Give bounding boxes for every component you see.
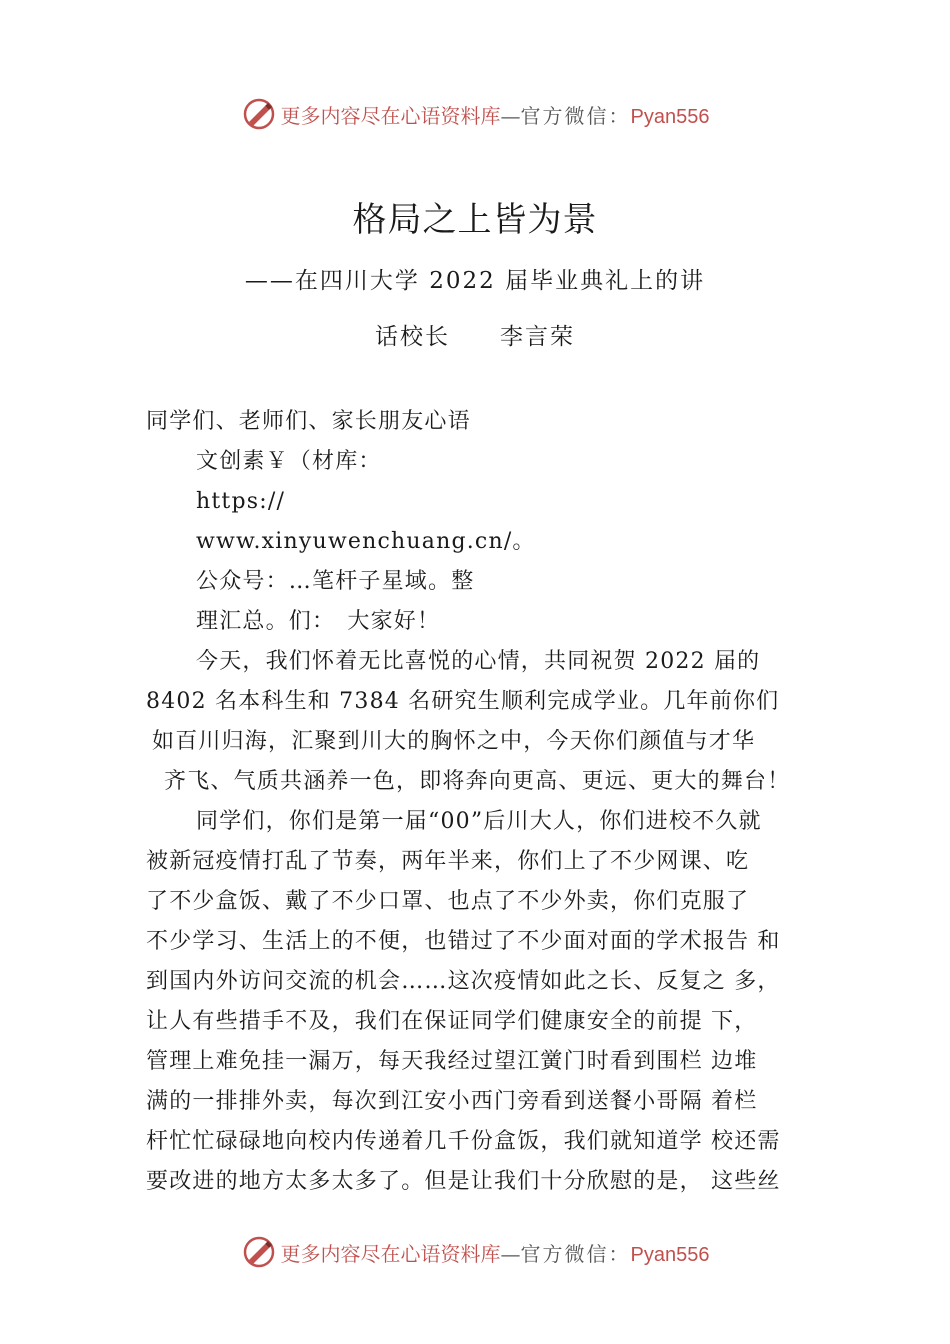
body-line: 今天，我们怀着无比喜悦的心情，共同祝贺 2022 届的 (196, 649, 761, 674)
body-line: 8402 名本科生和 7384 名研究生顺利完成学业。几年前你们 (146, 689, 780, 714)
body-line: 不少学习、生活上的不便，也错过了不少面对面的学术报告 和 (146, 929, 781, 954)
body-line: 到国内外访问交流的机会……这次疫情如此之长、反复之 多， (146, 969, 781, 994)
pen-logo-icon (241, 1234, 277, 1270)
body-line: 文创素￥（材库： (196, 449, 382, 474)
header-banner (0, 94, 950, 134)
pen-logo-icon (241, 96, 277, 132)
body-line: 理汇总。们： 大家好！ (196, 609, 441, 634)
body-line: 公众号：…笔杆子星域。整 (196, 569, 475, 594)
body-line: 齐飞、气质共涵养一色，即将奔向更高、更远、更大的舞台！ (164, 769, 791, 794)
body-line: 如百川归海，汇聚到川大的胸怀之中，今天你们颜值与才华 (152, 729, 756, 754)
body-line: 被新冠疫情打乱了节奏，两年半来，你们上了不少网课、吃 (146, 849, 750, 874)
body-line: 同学们，你们是第一届“00”后川大人，你们进校不久就 (196, 809, 762, 834)
banner-text: 更多内容尽在心语资料库—官方微信：Pyan556 (280, 103, 710, 128)
document-title: 格局之上皆为景 (352, 200, 598, 240)
banner-text: 更多内容尽在心语资料库—官方微信：Pyan556 (280, 1241, 710, 1266)
body-line: 杆忙忙碌碌地向校内传递着几千份盒饭，我们就知道学 校还需 (146, 1129, 781, 1154)
body-line: 让人有些措手不及，我们在保证同学们健康安全的前提 下， (146, 1009, 758, 1034)
body-line: 同学们、老师们、家长朋友心语 (146, 409, 471, 434)
document-subtitle: ——在四川大学 2022 届毕业典礼上的讲 (244, 268, 706, 294)
body-line: https:// (196, 489, 286, 514)
document-subtitle-author: 话校长 李言荣 (375, 324, 575, 350)
body-line: www.xinyuwenchuang.cn/。 (196, 529, 536, 554)
body-line: 满的一排排外卖，每次到江安小西门旁看到送餐小哥隔 着栏 (146, 1089, 758, 1114)
body-line: 管理上难免挂一漏万，每天我经过望江黉门时看到围栏 边堆 (146, 1049, 758, 1074)
document-body (146, 402, 836, 1202)
body-line: 要改进的地方太多太多了。但是让我们十分欣慰的是， 这些丝 (146, 1169, 781, 1194)
body-line: 了不少盒饭、戴了不少口罩、也点了不少外卖，你们克服了 (146, 889, 750, 914)
footer-banner (0, 1232, 950, 1272)
